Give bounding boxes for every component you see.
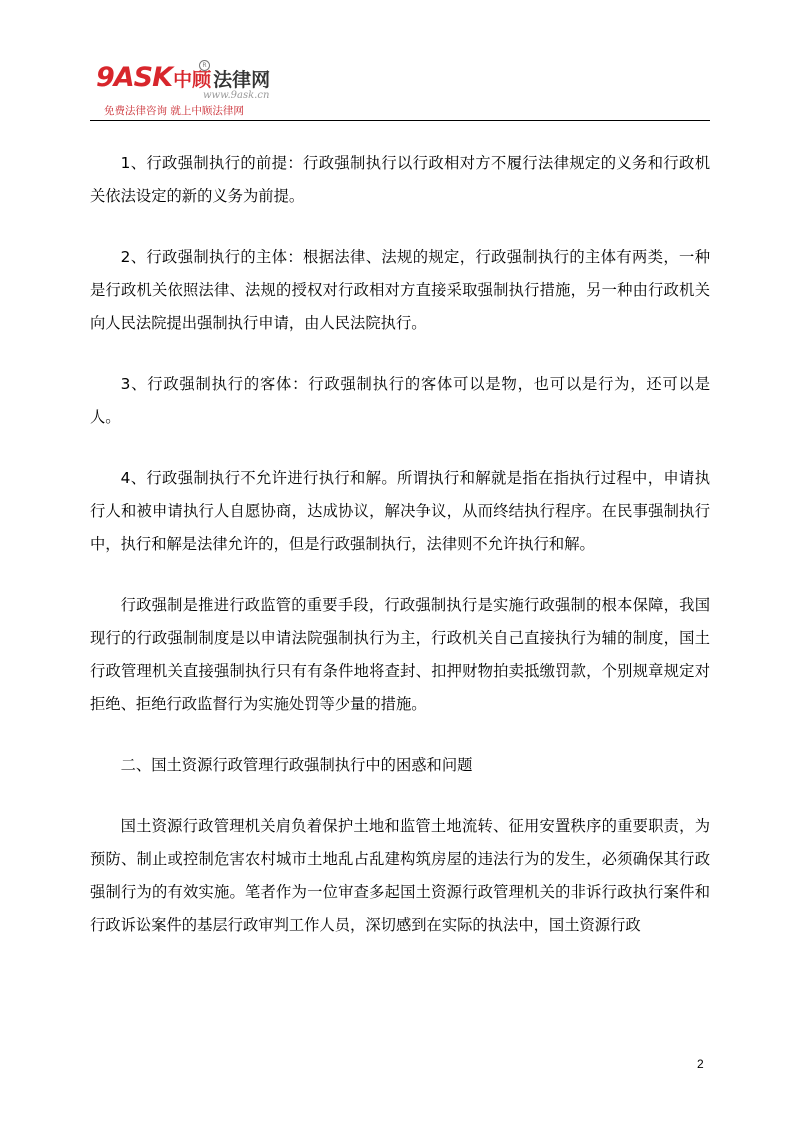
paragraph-6: 国土资源行政管理机关肩负着保护土地和监管土地流转、征用安置秩序的重要职责，为预防、制止或控制危害农村城市土地乱占乱建构筑房屋的违法行为的发生，必须确保其行政强制行为的有效实施。笔者作为一位审查多起国土资源行政管理机关的非诉行政执行案件和行政诉讼案件的基层行政审判工作人员，深切感到在实际的执法中，国土资源行政	[90, 817, 710, 934]
logo-brand: 9ASK	[96, 62, 173, 93]
paragraph-2: 2、行政强制执行的主体：根据法律、法规的规定，行政强制执行的主体有两类，一种是行政机关依照法律、法规的授权对行政相对方直接采取强制执行措施，另一种由行政机关向人民法院提出强制执行申请，由人民法院执行。	[90, 248, 710, 332]
paragraph-1: 1、行政强制执行的前提：行政强制执行以行政相对方不履行法律规定的义务和行政机关依法设定的新的义务为前提。	[90, 154, 710, 205]
paragraph-5: 行政强制是推进行政监管的重要手段，行政强制执行是实施行政强制的根本保障，我国现行的行政强制制度是以申请法院强制执行为主，行政机关自己直接执行为辅的制度，国土行政管理机关直接强制执行只有有条件地将查封、扣押财物拍卖抵缴罚款，个别规章规定对拒绝、拒绝行政监督行为实施处罚等少量的措施。	[90, 596, 710, 713]
logo-law: 法律网	[213, 69, 271, 91]
paragraph-4: 4、行政强制执行不允许进行执行和解。所谓执行和解就是指在指执行过程中，申请执行人和被申请执行人自愿协商，达成协议，解决争议，从而终结执行程序。在民事强制执行中，执行和解是法律允许的，但是行政强制执行，法律则不允许执行和解。	[90, 469, 710, 553]
document-body	[90, 147, 710, 970]
9ask-logo[interactable]	[96, 60, 316, 116]
logo-brand-cn: 中顾	[173, 69, 212, 91]
logo-url: www.9ask.cn	[203, 90, 270, 101]
page-header	[90, 54, 710, 121]
section-heading: 二、国土资源行政管理行政强制执行中的困惑和问题	[120, 756, 473, 774]
logo-slogan: 免费法律咨询 就上中顾法律网	[104, 105, 244, 117]
logo-wordmark	[96, 62, 270, 92]
page-number: 2	[697, 1057, 704, 1071]
registered-mark-icon: R	[199, 60, 210, 71]
paragraph-3: 3、行政强制执行的客体：行政强制执行的客体可以是物，也可以是行为，还可以是人。	[90, 375, 710, 426]
header-divider	[90, 120, 710, 121]
